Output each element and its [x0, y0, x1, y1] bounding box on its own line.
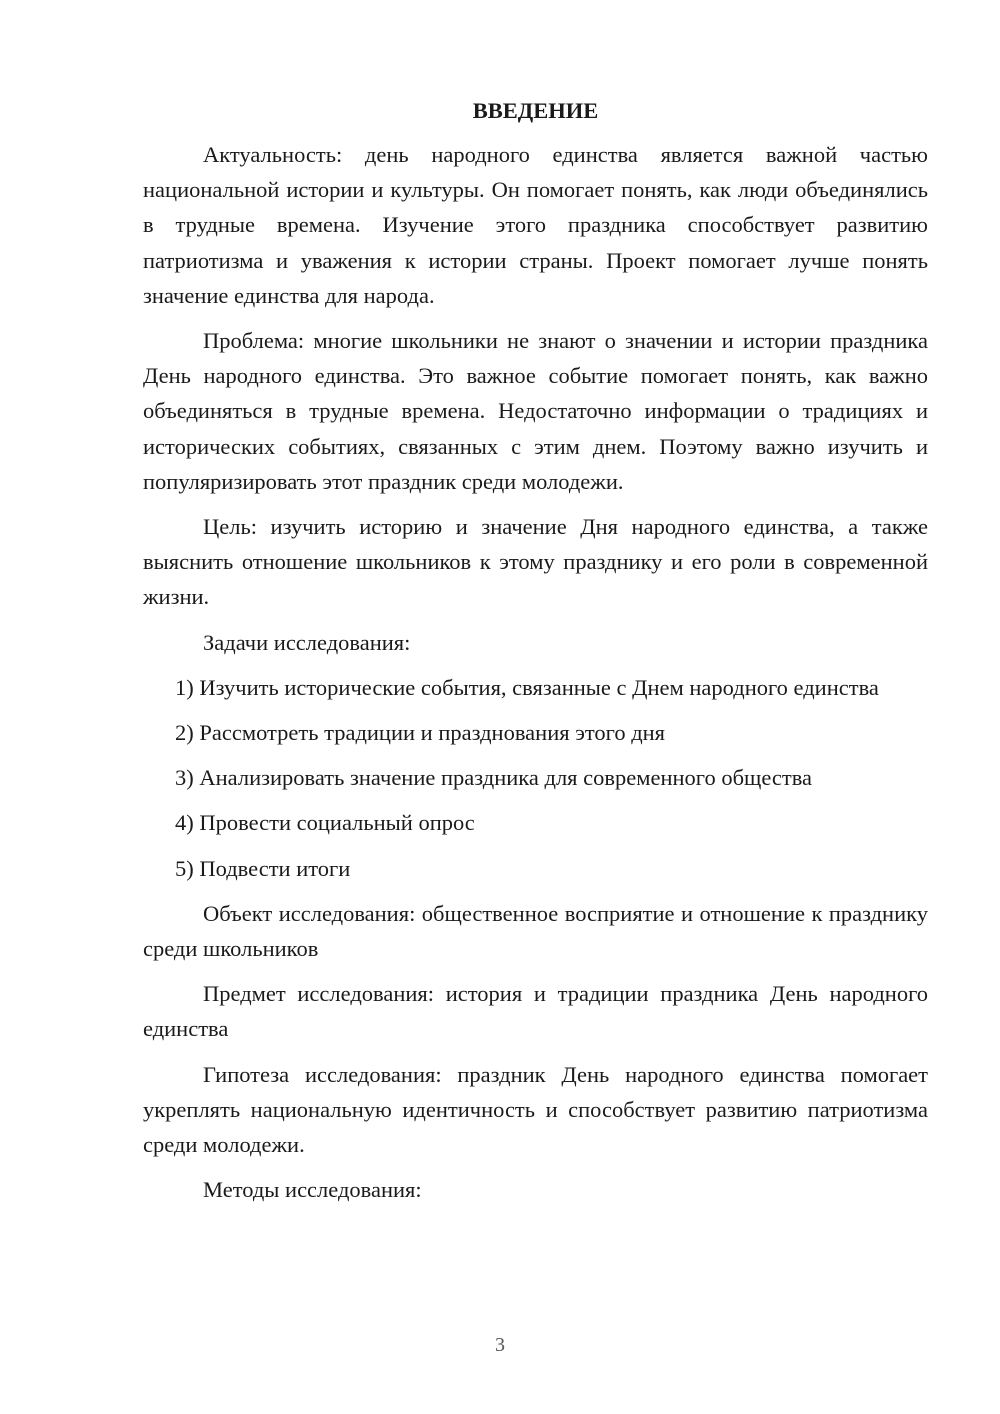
- task-item-2: 2) Рассмотреть традиции и празднования этого дня: [175, 720, 666, 746]
- task-item-1: 1) Изучить исторические события, связанные с Днем народного единства: [175, 674, 879, 700]
- object-paragraph: Объект исследования: общественное восприятие и отношение к празднику среди школьников: [143, 900, 928, 962]
- methods-heading: Методы исследования:: [203, 1177, 422, 1203]
- tasks-heading: Задачи исследования:: [203, 629, 411, 655]
- document-page: [143, 96, 928, 1217]
- page-number: 3: [495, 1334, 505, 1356]
- hypothesis-paragraph: Гипотеза исследования: праздник День народного единства помогает укреплять национальную идентичность и способствует развитию патриотизма среди молодежи.: [143, 1061, 928, 1158]
- relevance-paragraph: Актуальность: день народного единства является важной частью национальной истории и культуры. Он помогает понять, как люди объединялись в трудные времена. Изучение этого праздника способствует развитию патриотизма и уважения к истории страны. Проект помогает лучше понять значение единства для народа.: [143, 142, 928, 308]
- goal-paragraph: Цель: изучить историю и значение Дня народного единства, а также выяснить отношение школьников к этому празднику и его роли в современной жизни.: [143, 514, 928, 610]
- subject-paragraph: Предмет исследования: история и традиции праздника День народного единства: [143, 981, 928, 1042]
- task-item-4: 4) Провести социальный опрос: [175, 810, 475, 836]
- task-item-5: 5) Подвести итоги: [175, 855, 351, 881]
- problem-paragraph: Проблема: многие школьники не знают о значении и истории праздника День народного единства. Это важное событие помогает понять, как важно объединяться в трудные времена. Недостаточно информации о традициях и исторических событиях, связанных с этим днем. Поэтому важно изучить и популяризировать этот праздник среди молодежи.: [143, 328, 928, 494]
- task-item-3: 3) Анализировать значение праздника для современного общества: [175, 765, 813, 791]
- section-title: ВВЕДЕНИЕ: [472, 98, 599, 123]
